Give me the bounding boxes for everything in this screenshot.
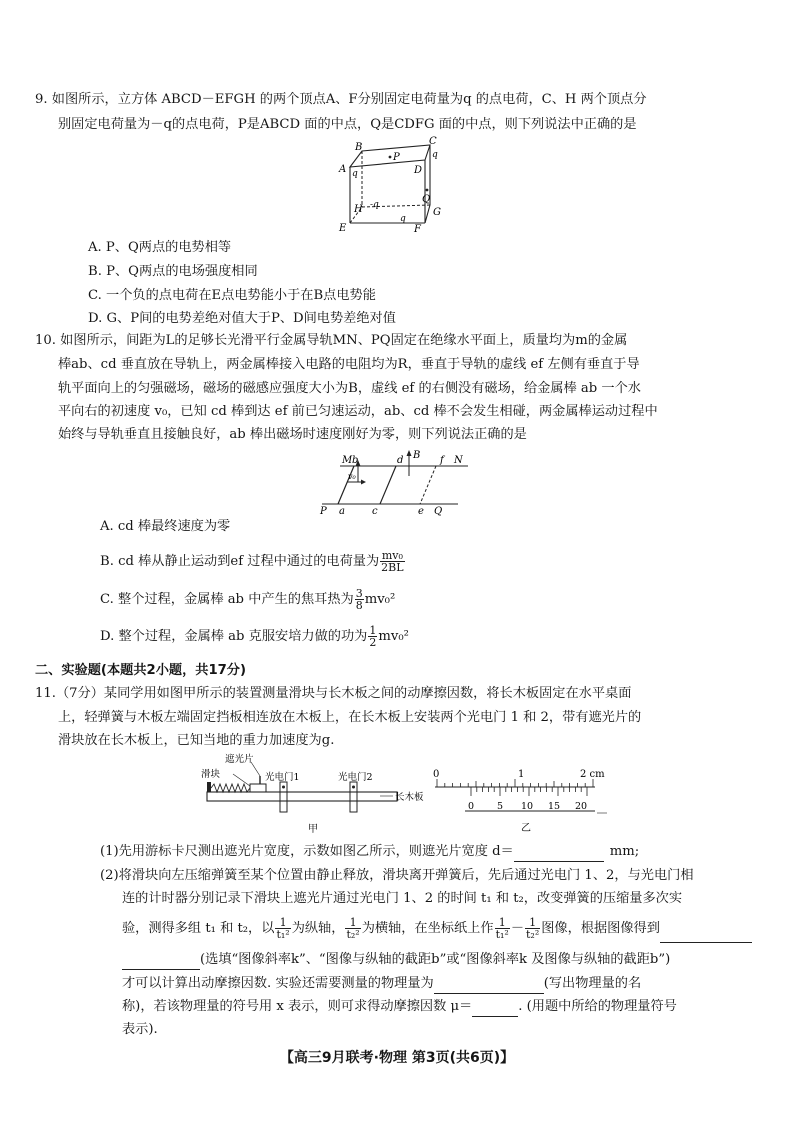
q9-stem-line2: 别固定电荷量为－q的点电荷，P是ABCD 面的中点，Q是CDFG 面的中点，则下列说法中正确的是 (58, 117, 637, 132)
answer-blank-graph-quantity[interactable] (660, 928, 752, 943)
answer-blank-mu[interactable] (472, 1002, 518, 1017)
main-scale-ticks (437, 779, 593, 787)
main-scale-label-1: 1 (518, 769, 525, 780)
point-label-q: Q (422, 194, 431, 205)
apparatus-figure (195, 752, 445, 836)
shade-label: 遮光片 (225, 754, 254, 765)
vertex-label-e: E (339, 223, 347, 234)
charge-label-c: q (432, 150, 438, 160)
vernier-label-5: 5 (497, 801, 504, 812)
section-title-experiment: 二、实验题(本题共2小题，共17分) (35, 663, 247, 678)
point-label-p: P (393, 152, 400, 163)
vernier-label-15: 15 (548, 801, 561, 812)
vernier-label-10: 10 (521, 801, 534, 812)
vertex-label-b: B (355, 142, 363, 153)
q11-part2-line4: (选填“图像斜率k”、“图像与纵轴的截距b”或“图像斜率k 及图像与纵轴的截距b”) (122, 950, 670, 970)
q10-stem-line1: 10. 如图所示，间距为L的足够长光滑平行金属导轨MN、PQ固定在绝缘水平面上，质量均为m的金属 (35, 333, 628, 348)
q9-option-b: B. P、Q两点的电场强度相同 (88, 264, 258, 279)
charge-label-h: -q (370, 200, 379, 210)
q9-option-a: A. P、Q两点的电势相等 (88, 240, 232, 255)
cube-figure (330, 135, 460, 235)
page-footer: 【高三9月联考·物理 第3页(共6页)】 (279, 1050, 515, 1066)
q11-part2-line5: 才可以计算出动摩擦因数. 实验还需要测量的物理量为 (写出物理量的名 (122, 974, 641, 994)
slider-label: 滑块 (201, 769, 221, 780)
main-scale-label-0: 0 (433, 769, 440, 780)
velocity-label: v₀ (348, 472, 356, 481)
answer-blank-extra-quantity[interactable] (434, 979, 544, 994)
q10-option-a: A. cd 棒最终速度为零 (100, 519, 231, 534)
vertex-label-g: G (433, 207, 441, 218)
gate2-label: 光电门2 (338, 772, 373, 783)
figure-caption-yi: 乙 (521, 823, 531, 834)
q9-option-d: D. G、P间的电势差绝对值大于P、D间电势差绝对值 (88, 311, 396, 326)
vernier-label-0: 0 (468, 801, 475, 812)
rod-label-d: d (397, 455, 404, 466)
q11-stem-line3: 滑块放在长木板上，已知当地的重力加速度为g. (58, 733, 335, 748)
rod-label-a: a (339, 506, 345, 516)
vertex-label-f: F (414, 224, 421, 235)
q11-part2-line6: 称)，若该物理量的符号用 x 表示，则可求得动摩擦因数 μ＝ . (用题中所给的物理量符号 (122, 997, 677, 1017)
rails-figure (318, 448, 478, 516)
q11-part2-line1: (2)将滑块向左压缩弹簧至某个位置由静止释放，滑块离开弹簧后，先后通过光电门 1、2，与光电门相 (100, 868, 694, 883)
vernier-label-20: 20 (575, 801, 588, 812)
board-label: 长木板 (395, 792, 424, 803)
q10-stem-line5: 始终与导轨垂直且接触良好，ab 棒出磁场时速度刚好为零，则下列说法正确的是 (58, 427, 527, 442)
q11-stem-line2: 上，轻弹簧与木板左端固定挡板相连放在木板上，在长木板上安装两个光电门 1 和 2，带有遮光片的 (58, 710, 642, 725)
q10-option-c: C. 整个过程，金属棒 ab 中产生的焦耳热为 $\frac{3}{8}$ mv₀² (100, 587, 396, 612)
line-label-f: f (440, 455, 444, 466)
gate1-label: 光电门1 (265, 772, 300, 783)
q10-option-b: B. cd 棒从静止运动到ef 过程中通过的电荷量为 $\frac{\text{mv₀}}{2BL}$ (100, 549, 404, 574)
vertex-label-c: C (429, 136, 437, 147)
rail-label-p: P (320, 506, 327, 516)
q11-part2-line7: 表示). (122, 1022, 158, 1037)
vertex-label-h: H (354, 204, 363, 215)
answer-blank-d[interactable] (514, 847, 604, 862)
rail-label-q: Q (434, 506, 443, 516)
q10-stem-line3: 轨平面向上的匀强磁场，磁场的磁感应强度大小为B，虚线 ef 的右侧没有磁场，给金属棒 ab 一个水 (58, 381, 641, 396)
answer-blank-graph-quantity-cont[interactable] (122, 955, 200, 970)
q10-stem-line2: 棒ab、cd 垂直放在导轨上，两金属棒接入电路的电阻均为R，垂直于导轨的虚线 ef 左侧有垂直于导 (58, 357, 640, 372)
rod-label-c: c (372, 506, 378, 516)
line-label-e: e (418, 506, 424, 516)
vertex-label-a: A (339, 164, 347, 175)
rail-label-m: M (342, 455, 353, 466)
q11-stem-line1: 11.（7分）某同学用如图甲所示的装置测量滑块与长木板之间的动摩擦因数，将长木板固定在水平桌面 (35, 686, 632, 701)
q11-part2-line3: 验，测得多组 t₁ 和 t₂，以 $\frac{1}{\text{t₁²}}$ 为纵轴， $\frac{1}{\text{t₂²}}$ 为横轴，在坐标纸上作 $\frac{1}{\text{t₁²}}$ － $\frac{1}{\text{t₂²}}$ 图像，根据图像得到 (122, 915, 752, 943)
rail-label-n: N (454, 455, 463, 466)
q9-stem-line1: 9. 如图所示，立方体 ABCD－EFGH 的两个顶点A、F分别固定电荷量为q 的点电荷，C、H 两个顶点分 (35, 92, 647, 107)
q11-part1: (1)先用游标卡尺测出遮光片宽度，示数如图乙所示，则遮光片宽度 d＝ mm; (100, 842, 639, 862)
q11-part2-line2: 连的计时器分别记录下滑块上遮光片通过光电门 1、2 的时间 t₁ 和 t₂，改变弹簧的压缩量多次实 (122, 891, 683, 906)
q10-option-d: D. 整个过程，金属棒 ab 克服安培力做的功为 $\frac{1}{2}$ mv₀² (100, 624, 409, 649)
vertex-label-d: D (414, 165, 423, 176)
figure-caption-jia: 甲 (308, 824, 318, 835)
vernier-scale-ticks (471, 787, 587, 796)
vernier-figure (425, 765, 610, 837)
q10-stem-line4: 平向右的初速度 v₀，已知 cd 棒到达 ef 前已匀速运动，ab、cd 棒不会发生相碰，两金属棒运动过程中 (58, 404, 658, 419)
main-scale-label-2cm: 2 cm (580, 769, 605, 780)
charge-label-a: q (352, 169, 358, 179)
field-label-b: B (413, 450, 421, 461)
rod-label-b: b (352, 455, 359, 466)
charge-label-f: q (400, 214, 406, 224)
q9-option-c: C. 一个负的点电荷在E点电势能小于在B点电势能 (88, 288, 376, 303)
